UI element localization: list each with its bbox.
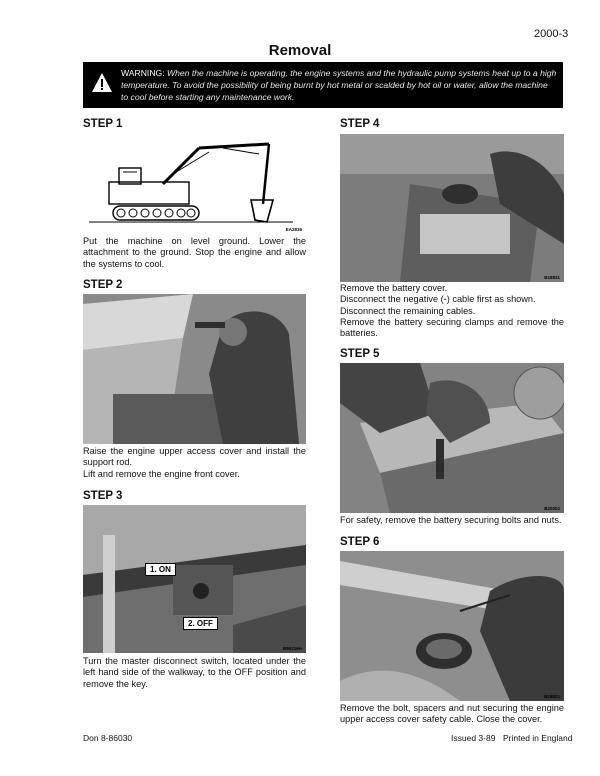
- footer-issued: Issued 3-89: [451, 733, 496, 743]
- paragraph: Raise the engine upper access cover and install the support rod.: [83, 446, 306, 468]
- callout-off: 2. OFF: [183, 617, 218, 630]
- warning-body: When the machine is operating, the engine systems and the hydraulic pump systems heat up to a high temperature. To avoid the possibility of being burnt by hot metal or scalded by hot oil or water, allow the machine to cool before starting any maintenance work.: [121, 68, 557, 102]
- photo-master-switch: [83, 505, 306, 653]
- step-6-figure: [340, 551, 564, 701]
- page-number: 2000-3: [534, 28, 569, 40]
- warning-triangle-icon: [91, 72, 113, 94]
- photo-safety-cable: [340, 551, 564, 701]
- step-2-figure: [83, 294, 306, 444]
- step-1-figure-tag: EA2836: [285, 227, 302, 232]
- paragraph: Disconnect the negative (-) cable first as shown.: [340, 294, 536, 305]
- step-6-heading: STEP 6: [340, 536, 380, 548]
- paragraph: For safety, remove the battery securing bolts and nuts.: [340, 515, 562, 525]
- footer-document-code: Don 8-86030: [83, 733, 133, 743]
- step-1-heading: STEP 1: [83, 118, 123, 130]
- footer-printed: Printed in England: [503, 733, 573, 743]
- step-4-figure: [340, 134, 564, 282]
- step-6-figure-tag: B18821: [544, 694, 560, 699]
- warning-text: [121, 67, 557, 103]
- step-3-figure-tag: B90216A: [282, 646, 302, 651]
- step-1-figure: [83, 134, 306, 230]
- paragraph: Disconnect the remaining cables.: [340, 305, 476, 316]
- step-3-heading: STEP 3: [83, 490, 123, 502]
- step-4-text: [340, 283, 564, 339]
- paragraph: Lift and remove the engine front cover.: [83, 468, 240, 479]
- step-5-text: [340, 515, 564, 526]
- photo-battery-bolts: [340, 363, 564, 513]
- step-6-text: [340, 703, 564, 726]
- step-5-figure: [340, 363, 564, 513]
- step-3-text: [83, 656, 306, 690]
- paragraph: Put the machine on level ground. Lower the attachment to the ground. Stop the engine and allow the systems to cool.: [83, 236, 306, 269]
- step-5-heading: STEP 5: [340, 348, 380, 360]
- step-1-text: [83, 236, 306, 270]
- step-4-heading: STEP 4: [340, 118, 380, 130]
- callout-on: 1. ON: [145, 563, 176, 576]
- paragraph: Remove the bolt, spacers and nut securing the engine upper access cover safety cable. Close the cover.: [340, 703, 564, 725]
- step-4-figure-tag: B18831: [544, 275, 560, 280]
- paragraph: Remove the battery cover.: [340, 283, 448, 293]
- page-title: Removal: [268, 42, 332, 59]
- excavator-line-drawing: [83, 134, 306, 230]
- step-2-text: [83, 446, 306, 480]
- step-5-figure-tag: B20002: [544, 506, 560, 511]
- step-3-figure: [83, 505, 306, 653]
- paragraph: Remove the battery securing clamps and remove the batteries.: [340, 316, 564, 339]
- photo-battery-cables: [340, 134, 564, 282]
- paragraph: Turn the master disconnect switch, located under the left hand side of the walkway, to the OFF position and remove the key.: [83, 656, 306, 689]
- photo-engine-cover: [83, 294, 306, 444]
- warning-lead: WARNING:: [121, 68, 165, 78]
- warning-box: [83, 62, 563, 108]
- step-2-heading: STEP 2: [83, 279, 123, 291]
